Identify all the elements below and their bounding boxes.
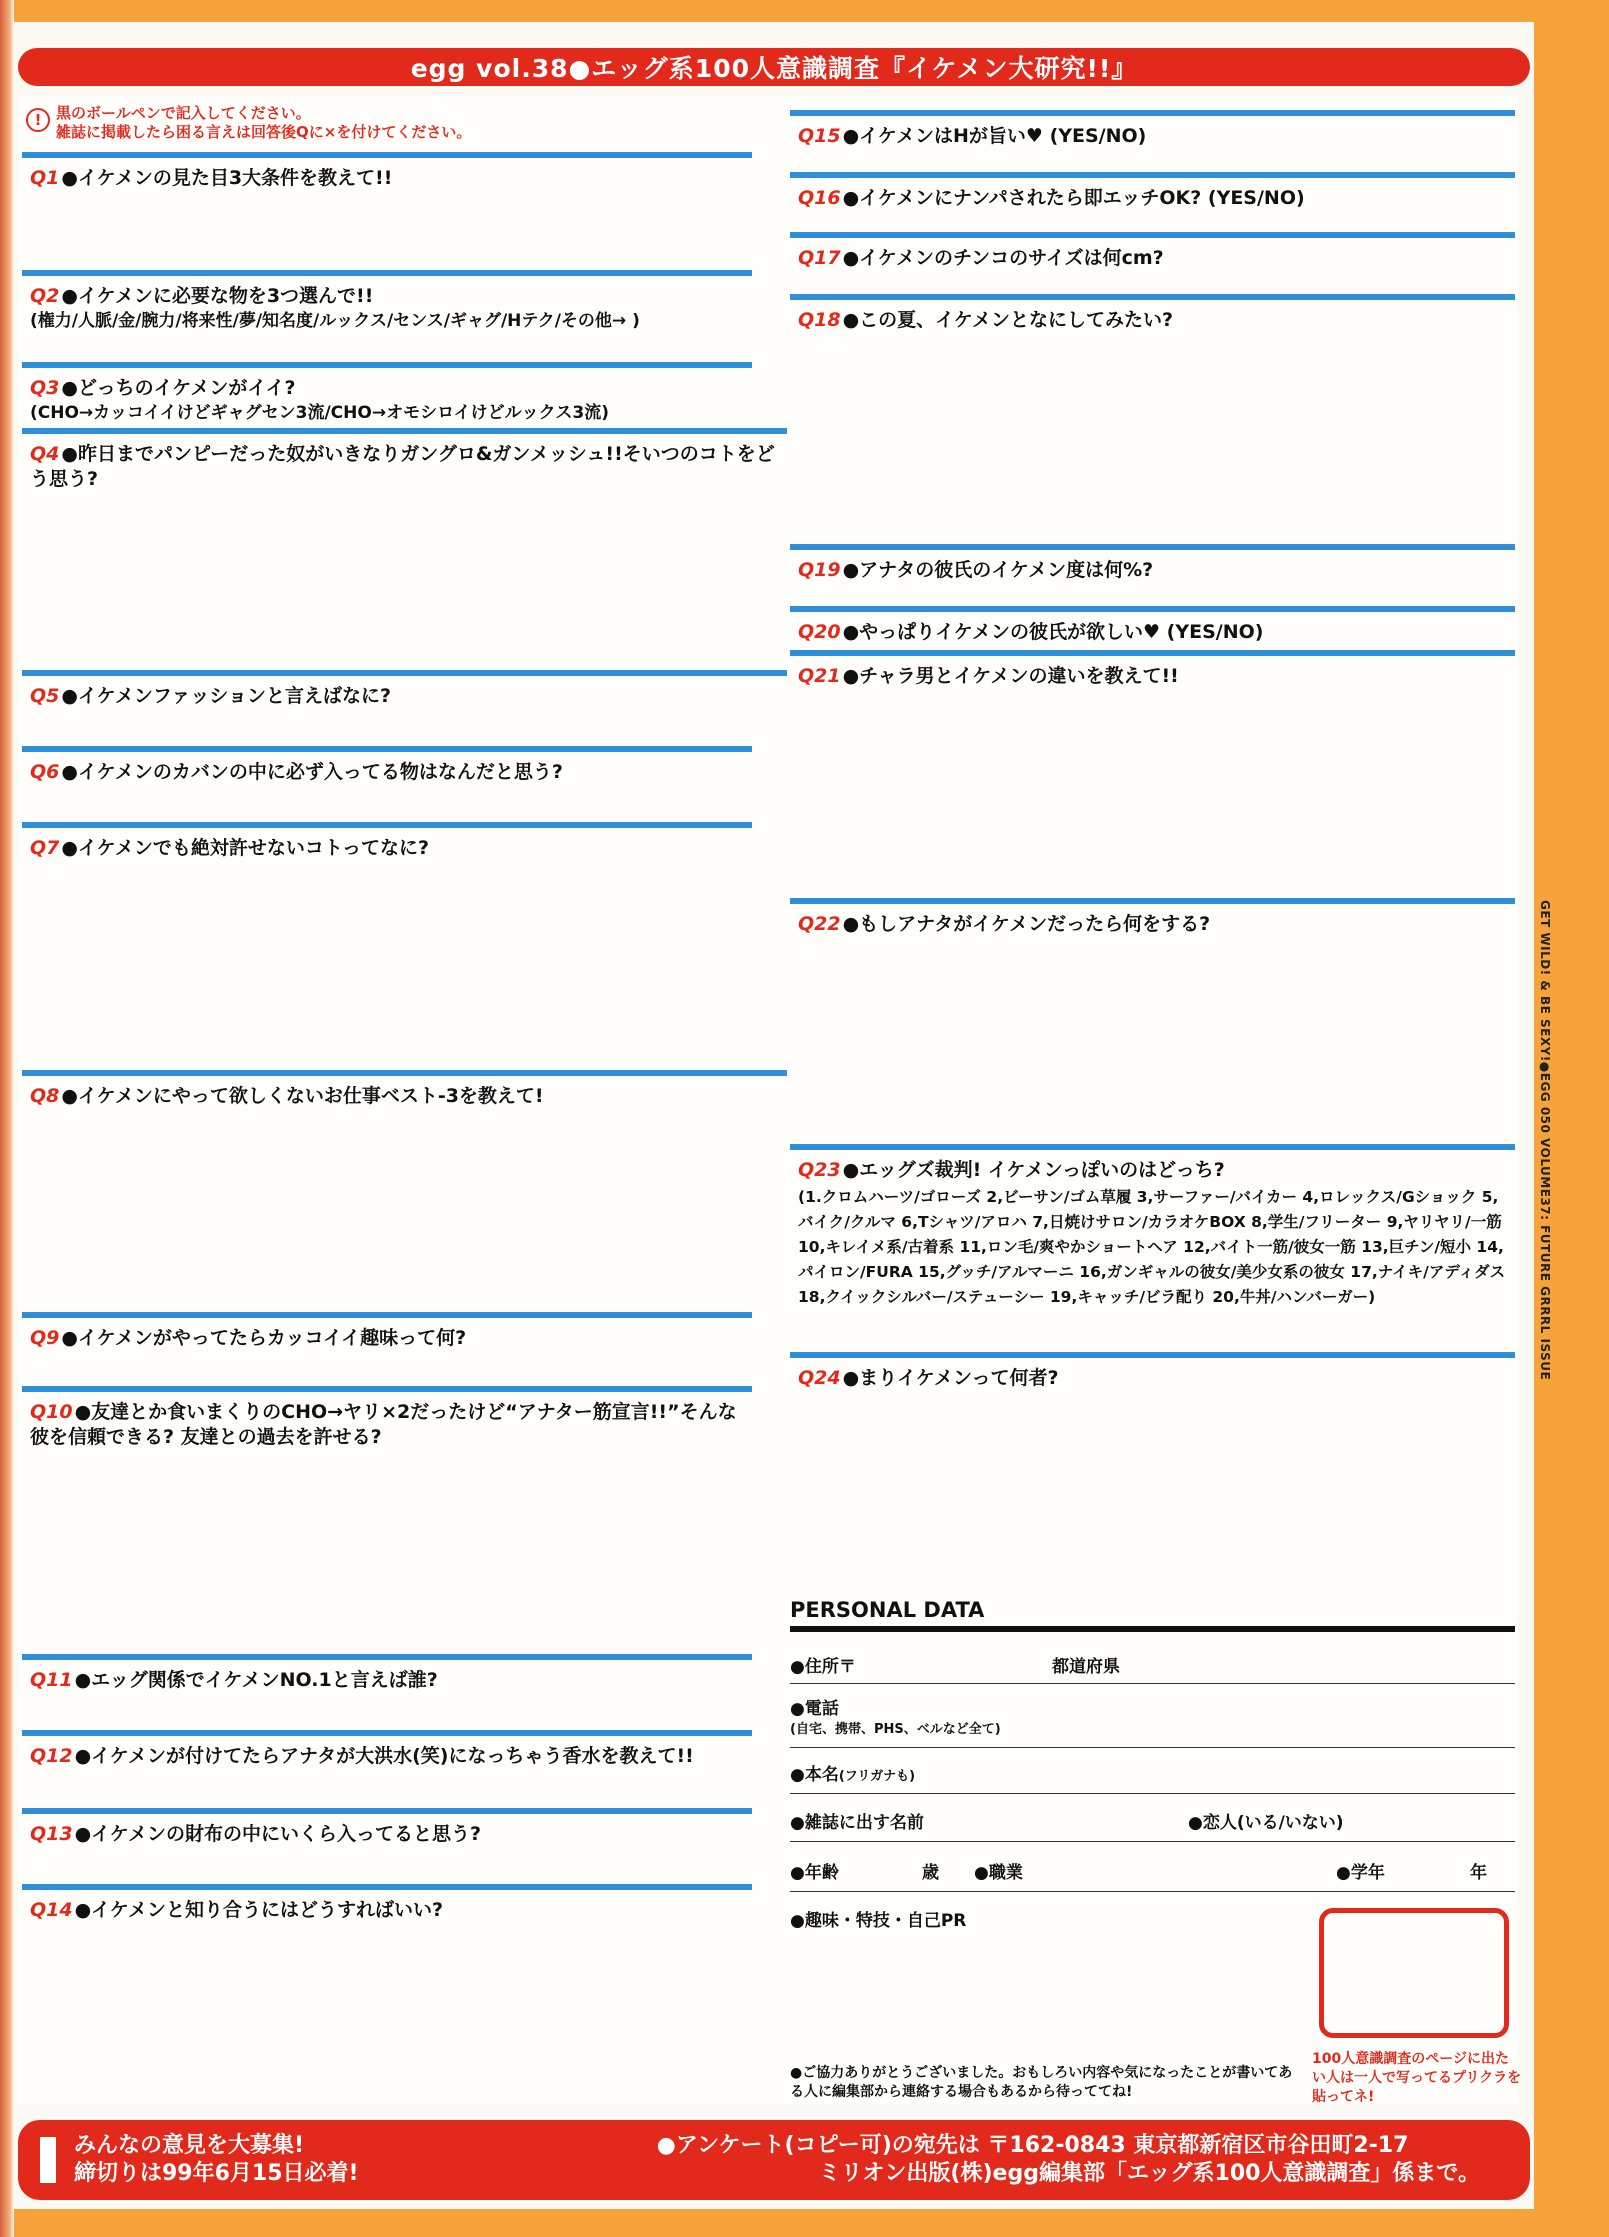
footer-mark [40, 2137, 56, 2183]
question-q9[interactable]: Q9 ●イケメンがやってたらカッコイイ趣味って何? [22, 1312, 752, 1388]
real-name-field[interactable]: ●本名(フリガナも) [790, 1748, 1515, 1794]
question-q17[interactable]: Q17 ●イケメンのチンコのサイズは何cm? [790, 232, 1515, 294]
question-q1[interactable]: Q1 ●イケメンの見た目3大条件を教えて!! [22, 152, 752, 264]
q3-options: (CHO→カッコイイけどギャグセン3流/CHO→オモシロイけどルックス3流) [30, 403, 609, 423]
question-q18[interactable]: Q18 ●この夏、イケメンとなにしてみたい? [790, 294, 1515, 544]
question-q15[interactable]: Q15 ●イケメンはHが旨い♥ (YES/NO) [790, 110, 1515, 172]
job-label: ●職業 [974, 1863, 1023, 1883]
question-q3[interactable]: Q3 ●どっちのイケメンがイイ? (CHO→カッコイイけどギャグセン3流/CHO→オモシロイけどルックス3流) [22, 362, 752, 426]
age-label: ●年齢 [790, 1863, 839, 1883]
footer-address: ●アンケート(コピー可)の宛先は 〒162-0843 東京都新宿区市谷田町2-17 ミリオン出版(株)egg編集部「エッグ系100人意識調査」係まで。 [656, 2133, 1480, 2186]
page-gutter [0, 0, 14, 2237]
question-q11[interactable]: Q11 ●エッグ関係でイケメンNO.1と言えば誰? [22, 1654, 752, 1730]
question-q21[interactable]: Q21 ●チャラ男とイケメンの違いを教えて!! [790, 650, 1515, 900]
question-q13[interactable]: Q13 ●イケメンの財布の中にいくら入ってると思う? [22, 1808, 752, 1884]
age-job-grade-row[interactable]: ●年齢 歳 ●職業 ●学年 年 [790, 1842, 1515, 1892]
orange-frame-top [14, 0, 1609, 22]
q23-options: (1.クロムハーツ/ゴローズ 2,ビーサン/ゴム草履 3,サーファー/バイカー 4,ロレックス/Gショック 5,バイク/クルマ 6,Tシャツ/アロハ 7,日焼けサロン/カラオケBOX 8,学生/フリーター 9,ヤリヤリ/一筋 10,キレイメ系/古着系 11,ロン毛/爽やかショートヘア 12,バイト一筋/彼女一筋 13,巨チン/短小 14,パイロン/FURA 15,グッチ/アルマーニ 16,ガンギャルの彼女/美少女系の彼女 17,ナイキ/アディダス 18,クイックシルバー/ステューシー 19,キャッチ/ビラ配り 20,牛丼/ハンバーガー) [798, 1188, 1506, 1306]
question-q14[interactable]: Q14 ●イケメンと知り合うにはどうすればいい? [22, 1884, 752, 2104]
instruction-notice [26, 104, 746, 142]
question-q4[interactable]: Q4 ●昨日までパンピーだった奴がいきなりガングロ&ガンメッシュ!!そいつのコトをどう思う? [22, 428, 787, 668]
question-q22[interactable]: Q22 ●もしアナタがイケメンだったら何をする? [790, 898, 1515, 1144]
question-q23[interactable]: Q23 ●エッグズ裁判! イケメンっぽいのはどっち? (1.クロムハーツ/ゴローズ 2,ビーサン/ゴム草履 3,サーファー/バイカー 4,ロレックス/Gショック 5,バイク/クルマ 6,Tシャツ/アロハ 7,日焼けサロン/カラオケBOX 8,学生/フリーター 9,ヤリヤリ/一筋 10,キレイメ系/古着系 11,ロン毛/爽やかショートヘア 12,バイト一筋/彼女一筋 13,巨チン/短小 14,パイロン/FURA 15,グッチ/アルマーニ 16,ガンギャルの彼女/美少女系の彼女 17,ナイキ/アディダス 18,クイックシルバー/ステューシー 19,キャッチ/ビラ配り 20,牛丼/ハンバーガー) [790, 1144, 1515, 1352]
grade-label: ●学年 [1336, 1863, 1385, 1883]
sticker-photo-box[interactable] [1319, 1908, 1509, 2038]
warning-icon: ! [26, 108, 50, 132]
footer-deadline: みんなの意見を大募集! 締切りは99年6月15日必着! [74, 2133, 359, 2186]
question-q2[interactable]: Q2 ●イケメンに必要な物を3つ選んで!! (権力/人脈/金/腕力/将来性/夢/知名度/ルックス/センス/ギャグ/Hテク/その他→ ) [22, 270, 752, 362]
page-title: egg vol.38●エッグ系100人意識調査『イケメン大研究!!』 [410, 54, 1138, 83]
personal-data-title: PERSONAL DATA [790, 1598, 1515, 1632]
lover-field: ●恋人(いる/いない) [1188, 1813, 1344, 1833]
question-q19[interactable]: Q19 ●アナタの彼氏のイケメン度は何%? [790, 544, 1515, 606]
question-q16[interactable]: Q16 ●イケメンにナンパされたら即エッチOK? (YES/NO) [790, 172, 1515, 234]
question-q6[interactable]: Q6 ●イケメンのカバンの中に必ず入ってる物はなんだと思う? [22, 746, 752, 826]
question-q8[interactable]: Q8 ●イケメンにやって欲しくないお仕事ベスト-3を教えて! [22, 1070, 787, 1310]
address-field[interactable]: ●住所〒 都道府県 [790, 1642, 1515, 1684]
thanks-note: ●ご協力ありがとうございました。おもしろい内容や気になったことが書いてある人に編集部から連絡する場合もあるから待っててね! [790, 2065, 1293, 2100]
footer-bar [18, 2120, 1530, 2200]
question-q12[interactable]: Q12 ●イケメンが付けてたらアナタが大洪水(笑)になっちゃう香水を教えて!! [22, 1730, 752, 1808]
question-q10[interactable]: Q10 ●友達とか食いまくりのCHO→ヤリ×2だったけど“アナター筋宣言!!”そんな彼を信頼できる? 友達との過去を許せる? [22, 1386, 752, 1652]
hobby-field[interactable]: ●趣味・特技・自己PR [790, 1911, 967, 1931]
question-q20[interactable]: Q20 ●やっぱりイケメンの彼氏が欲しい♥ (YES/NO) [790, 606, 1515, 652]
question-q7[interactable]: Q7 ●イケメンでも絶対許せないコトってなに? [22, 822, 752, 1072]
magazine-name-field[interactable]: ●雑誌に出す名前 ●恋人(いる/いない) [790, 1794, 1515, 1842]
question-q5[interactable]: Q5 ●イケメンファッションと言えばなに? [22, 670, 787, 752]
side-running-text: GET WILD! & BE SEXY!●EGG 050 VOLUME37: FUTURE GRRRL ISSUE [1538, 900, 1552, 1381]
q2-options: (権力/人脈/金/腕力/将来性/夢/知名度/ルックス/センス/ギャグ/Hテク/その他→ ) [30, 311, 640, 331]
phone-field[interactable]: ●電話 (自宅、携帯、PHS、ベルなど全て) [790, 1684, 1515, 1748]
orange-frame-bottom [14, 2209, 1609, 2237]
notice-text: 黒のボールペンで記入してください。 雑誌に掲載したら困る言えは回答後Qに×を付けてください。 [56, 104, 472, 141]
header-title-bar [18, 48, 1530, 86]
photo-caption: 100人意識調査のページに出たい人は一人で写ってるプリクラを貼ってネ! [1312, 2051, 1522, 2105]
question-q24[interactable]: Q24 ●まりイケメンって何者? [790, 1352, 1515, 1582]
